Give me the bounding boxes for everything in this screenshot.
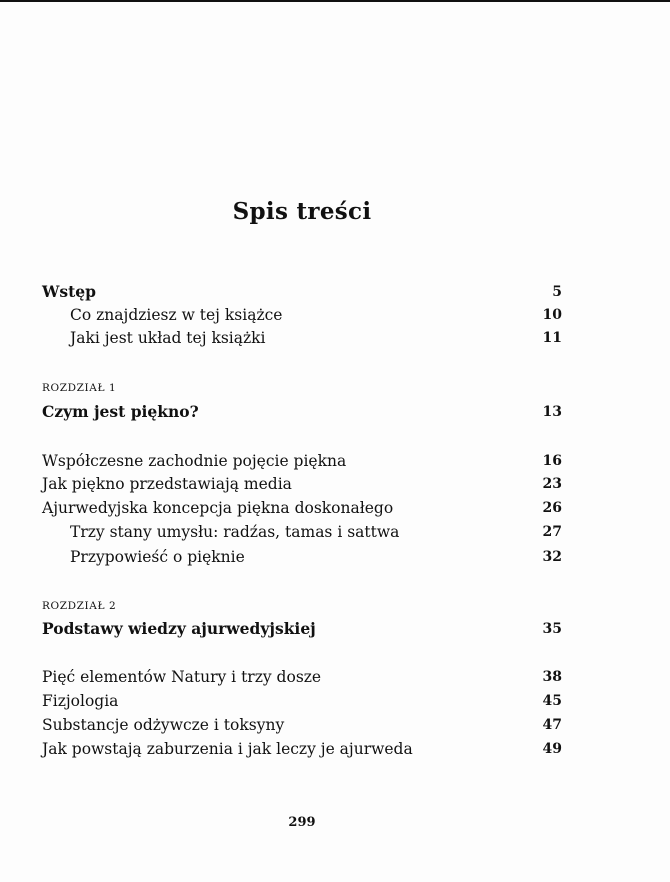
toc-page-number: 13 bbox=[542, 404, 562, 420]
toc-entry[interactable] bbox=[42, 690, 562, 712]
toc-entry[interactable] bbox=[42, 714, 562, 736]
toc-entry-label: Co znajdziesz w tej książce bbox=[70, 306, 283, 324]
toc-entry-label: Substancje odżywcze i toksyny bbox=[42, 716, 285, 734]
toc-page-number: 27 bbox=[542, 524, 562, 540]
toc-entry[interactable] bbox=[42, 666, 562, 688]
toc-entry[interactable] bbox=[42, 327, 562, 349]
toc-page-number: 38 bbox=[542, 669, 562, 685]
toc-entry-label: Czym jest piękno? bbox=[42, 402, 199, 421]
toc-page-number: 49 bbox=[542, 741, 562, 757]
toc-entry[interactable] bbox=[42, 521, 562, 543]
toc-page-number: 45 bbox=[542, 693, 562, 709]
toc-entry-label: Podstawy wiedzy ajurwedyjskiej bbox=[42, 619, 316, 638]
toc-page-number: 26 bbox=[542, 500, 562, 516]
toc-entry-label: Ajurwedyjska koncepcja piękna doskonałego bbox=[42, 499, 394, 517]
toc-entry[interactable] bbox=[42, 304, 562, 326]
toc-page-number: 23 bbox=[542, 476, 562, 492]
chapter-label: ROZDZIAŁ 2 bbox=[42, 600, 117, 612]
toc-entry-label: Fizjologia bbox=[42, 692, 119, 710]
toc-entry-label: Trzy stany umysłu: radźas, tamas i sattwa bbox=[70, 523, 400, 541]
toc-chapter-title[interactable] bbox=[42, 401, 562, 423]
page-number-footer: 299 bbox=[288, 815, 316, 830]
toc-entry-label: Pięć elementów Natury i trzy dosze bbox=[42, 668, 322, 686]
toc-page-number: 10 bbox=[542, 307, 562, 323]
toc-entry-label: Wstęp bbox=[42, 282, 96, 301]
toc-entry-label: Jaki jest układ tej książki bbox=[70, 329, 266, 347]
toc-page-number: 16 bbox=[542, 453, 562, 469]
toc-page-number: 11 bbox=[542, 330, 562, 346]
toc-entry[interactable] bbox=[42, 738, 562, 760]
toc-entry-label: Współczesne zachodnie pojęcie piękna bbox=[42, 452, 347, 470]
toc-page-number: 5 bbox=[552, 284, 562, 300]
chapter-label: ROZDZIAŁ 1 bbox=[42, 382, 117, 394]
toc-page-number: 32 bbox=[542, 549, 562, 565]
page-title: Spis treści bbox=[232, 198, 372, 225]
toc-entry-label: Jak piękno przedstawiają media bbox=[42, 475, 292, 493]
toc-entry[interactable] bbox=[42, 546, 562, 568]
toc-entry[interactable] bbox=[42, 497, 562, 519]
toc-entry-intro[interactable] bbox=[42, 281, 562, 303]
toc-page-number: 35 bbox=[542, 621, 562, 637]
toc-entry-label: Jak powstają zaburzenia i jak leczy je ajurweda bbox=[42, 740, 413, 758]
toc-entry[interactable] bbox=[42, 450, 562, 472]
toc-entry[interactable] bbox=[42, 473, 562, 495]
toc-entry-label: Przypowieść o pięknie bbox=[70, 548, 245, 566]
toc-chapter-title[interactable] bbox=[42, 618, 562, 640]
toc-page-number: 47 bbox=[542, 717, 562, 733]
